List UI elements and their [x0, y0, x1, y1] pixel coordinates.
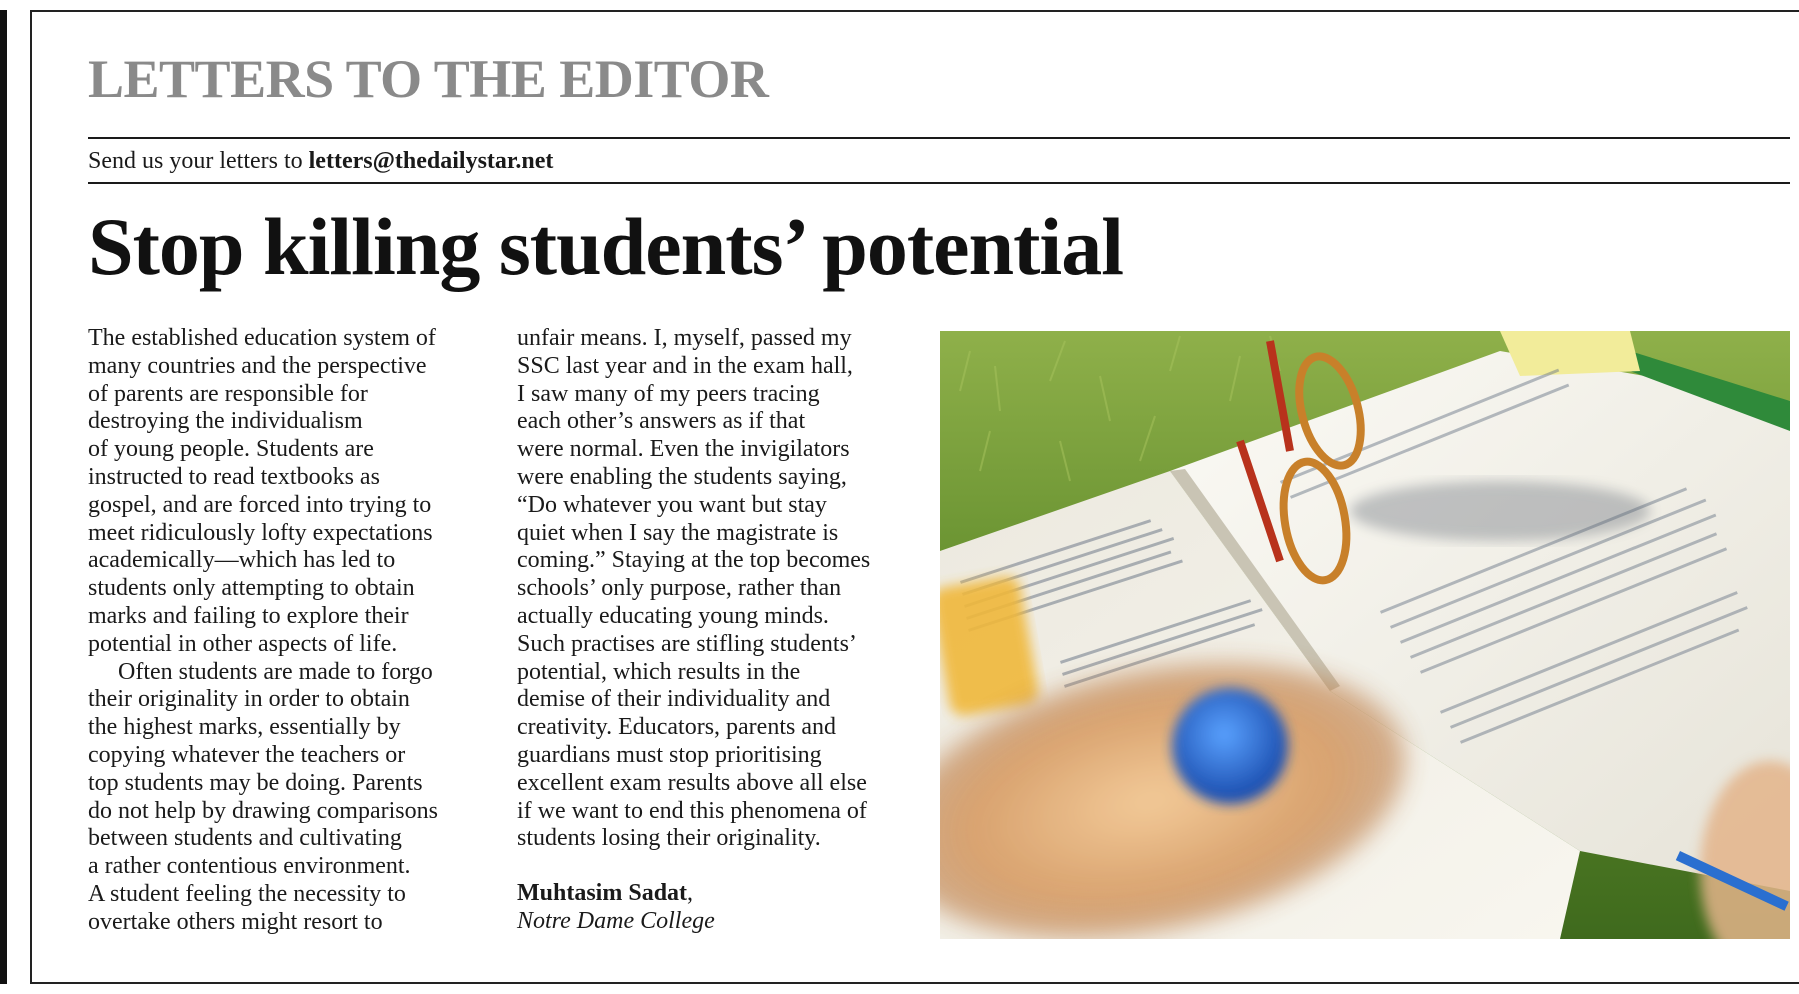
- glasses-shadow: [1350, 481, 1650, 541]
- blue-pen-cap: [1172, 688, 1288, 804]
- author-institution: Notre Dame College: [517, 907, 715, 934]
- divider-bottom: [88, 182, 1790, 184]
- signature-separator: ,: [687, 880, 694, 907]
- contact-line: [88, 147, 553, 175]
- section-title: LETTERS TO THE EDITOR: [88, 49, 769, 109]
- sticky-note: [1500, 331, 1640, 376]
- body-paragraph: unfair means. I, myself, passed my SSC last year and in the exam hall, I saw many of my peers tracing each other’s answers as if that were normal. Even the invigilators were enabling the students saying, “Do whatever you want but stay quiet when I say the magistrate is coming.” Staying at the top becomes schools’ only purpose, rather than actually educating young minds. Such practises are stifling students’ potential, which results in the demise of their individuality and creativity. Educators, parents and guardians must stop prioritising excellent exam results above all else if we want to end this phenomena of students losing their originality.: [517, 325, 871, 852]
- article-column-1: [88, 325, 498, 937]
- divider-top: [88, 137, 1790, 139]
- author-signature: [517, 880, 929, 936]
- body-paragraph: Often students are made to forgo their originality in order to obtain the highest marks, essentially by copying whatever the teachers or top students may be doing. Parents do not help by drawing comparisons between students and cultivating a rather contentious environment. A student feeling the necessity to overtake others might resort to: [88, 658, 438, 935]
- open-textbook-with-glasses-on-grass-photo: [940, 331, 1790, 939]
- article-headline: Stop killing students’ potential: [88, 201, 1124, 292]
- contact-prefix: Send us your letters to: [88, 148, 309, 174]
- contact-email-link[interactable]: letters@thedailystar.net: [308, 148, 554, 174]
- left-margin-bar: [0, 10, 7, 984]
- body-paragraph: The established education system of many countries and the perspective of parents are responsible for destroying the individualism of young people. Students are instructed to read textbooks as gospel, and are forced into trying to meet ridiculously lofty expectations academically—which has led to students only attempting to obtain marks and failing to explore their potential in other aspects of life.: [88, 325, 436, 657]
- author-name: Muhtasim Sadat: [517, 880, 688, 907]
- article-column-2: [517, 325, 929, 936]
